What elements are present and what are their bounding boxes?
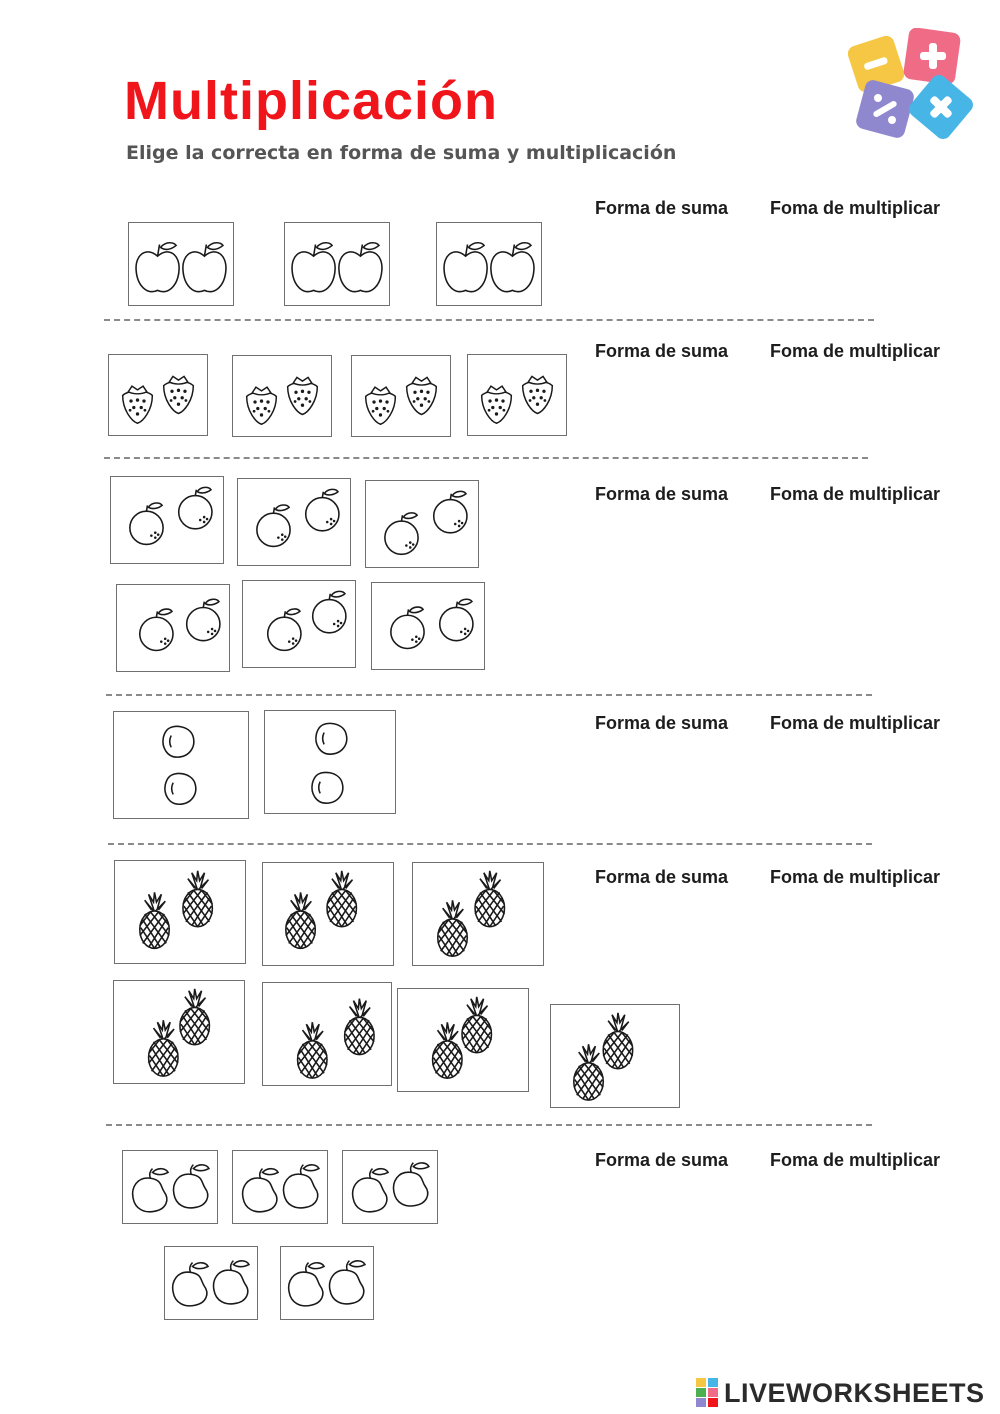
fruit-group-box bbox=[436, 222, 542, 306]
pineapple-icon bbox=[327, 871, 356, 927]
fruit-group-box bbox=[108, 354, 208, 436]
pineapple-icon bbox=[298, 1022, 327, 1078]
orange-icon bbox=[306, 489, 339, 530]
orange-icon bbox=[179, 487, 212, 528]
fruit-group-box bbox=[365, 480, 479, 568]
pineapple-icon bbox=[462, 997, 491, 1053]
apple-icon bbox=[444, 243, 487, 292]
orange-icon bbox=[130, 503, 163, 544]
orange-icon bbox=[434, 491, 467, 532]
brand-name: LIVEWORKSHEETS bbox=[724, 1377, 985, 1408]
fruit-group-box bbox=[280, 1246, 374, 1320]
apple-icon bbox=[292, 243, 335, 292]
section-divider bbox=[104, 319, 874, 321]
orange-icon bbox=[140, 609, 173, 650]
fruit-group-box bbox=[237, 478, 351, 566]
page-title: Multiplicación bbox=[124, 71, 499, 131]
sum-form-label: Forma de suma bbox=[595, 1150, 729, 1170]
fruit-group-box bbox=[242, 580, 356, 668]
fruit-group-box bbox=[122, 1150, 218, 1224]
fruit-group-box bbox=[262, 982, 392, 1086]
lemon-icon bbox=[165, 773, 196, 804]
sum-form-label: Forma de suma bbox=[595, 484, 729, 504]
liveworksheets-brand bbox=[696, 1376, 985, 1410]
orange-icon bbox=[391, 607, 424, 648]
strawberry-icon bbox=[123, 386, 153, 423]
section-divider bbox=[106, 1124, 872, 1126]
apple-icon bbox=[339, 243, 382, 292]
mango-icon bbox=[284, 1165, 319, 1208]
sum-form-label: Forma de suma bbox=[595, 713, 729, 733]
sum-form-label: Forma de suma bbox=[595, 867, 729, 887]
multiplication-form-label: Foma de multiplicar bbox=[770, 1150, 941, 1170]
multiplication-form-label: Foma de multiplicar bbox=[770, 341, 941, 361]
section-divider bbox=[104, 457, 868, 459]
strawberry-icon bbox=[523, 376, 553, 413]
fruit-group-box bbox=[110, 476, 224, 564]
lemon-icon bbox=[163, 726, 194, 757]
mango-icon bbox=[289, 1263, 324, 1306]
pineapple-icon bbox=[183, 871, 212, 927]
multiply-icon bbox=[906, 72, 976, 140]
fruit-group-box bbox=[412, 862, 544, 966]
strawberry-icon bbox=[407, 377, 437, 414]
mango-icon bbox=[394, 1163, 429, 1206]
orange-icon bbox=[440, 599, 473, 640]
fruit-group-box bbox=[113, 711, 249, 819]
pineapple-icon bbox=[345, 999, 374, 1055]
pineapple-icon bbox=[574, 1044, 603, 1100]
fruit-group-box bbox=[397, 988, 529, 1092]
orange-icon bbox=[257, 505, 290, 546]
sum-form-label: Forma de suma bbox=[595, 198, 729, 218]
pineapple-icon bbox=[603, 1013, 632, 1069]
section-divider bbox=[106, 694, 872, 696]
liveworksheets-logo-icon bbox=[696, 1378, 718, 1408]
mango-icon bbox=[214, 1261, 249, 1304]
fruit-group-box bbox=[342, 1150, 438, 1224]
fruit-group-box bbox=[113, 980, 245, 1084]
fruit-group-box bbox=[550, 1004, 680, 1108]
strawberry-icon bbox=[482, 386, 512, 423]
apple-icon bbox=[491, 243, 534, 292]
fruit-group-box bbox=[262, 862, 394, 966]
multiplication-form-label: Foma de multiplicar bbox=[770, 198, 941, 218]
mango-icon bbox=[133, 1169, 168, 1212]
fruit-group-box bbox=[116, 584, 230, 672]
multiplication-form-label: Foma de multiplicar bbox=[770, 713, 941, 733]
orange-icon bbox=[313, 591, 346, 632]
apple-icon bbox=[136, 243, 179, 292]
mango-icon bbox=[174, 1165, 209, 1208]
lemon-icon bbox=[312, 772, 343, 803]
sum-form-label: Forma de suma bbox=[595, 341, 729, 361]
pineapple-icon bbox=[140, 892, 169, 948]
orange-icon bbox=[385, 513, 418, 554]
pineapple-icon bbox=[286, 892, 315, 948]
mango-icon bbox=[173, 1263, 208, 1306]
math-operations-logo bbox=[848, 28, 978, 140]
page-subtitle: Elige la correcta en forma de suma y multiplicación bbox=[126, 142, 677, 164]
mango-icon bbox=[330, 1261, 365, 1304]
plus-icon bbox=[903, 28, 962, 85]
fruit-group-box bbox=[128, 222, 234, 306]
multiplication-form-label: Foma de multiplicar bbox=[770, 867, 941, 887]
pineapple-icon bbox=[475, 871, 504, 927]
orange-icon bbox=[187, 599, 220, 640]
strawberry-icon bbox=[247, 387, 277, 424]
pineapple-icon bbox=[149, 1020, 178, 1076]
fruit-group-box bbox=[264, 710, 396, 814]
strawberry-icon bbox=[366, 387, 396, 424]
multiplication-form-label: Foma de multiplicar bbox=[770, 484, 941, 504]
pineapple-icon bbox=[433, 1022, 462, 1078]
fruit-group-box bbox=[371, 582, 485, 670]
pineapple-icon bbox=[438, 900, 467, 956]
strawberry-icon bbox=[288, 377, 318, 414]
apple-icon bbox=[183, 243, 226, 292]
section-divider bbox=[108, 843, 872, 845]
pineapple-icon bbox=[180, 989, 209, 1045]
fruit-group-box bbox=[232, 355, 332, 437]
fruit-group-box bbox=[114, 860, 246, 964]
strawberry-icon bbox=[164, 376, 194, 413]
orange-icon bbox=[268, 609, 301, 650]
fruit-group-box bbox=[467, 354, 567, 436]
fruit-group-box bbox=[232, 1150, 328, 1224]
fruit-group-box bbox=[284, 222, 390, 306]
mango-icon bbox=[243, 1169, 278, 1212]
fruit-group-box bbox=[351, 355, 451, 437]
mango-icon bbox=[353, 1169, 388, 1212]
lemon-icon bbox=[316, 723, 347, 754]
fruit-group-box bbox=[164, 1246, 258, 1320]
